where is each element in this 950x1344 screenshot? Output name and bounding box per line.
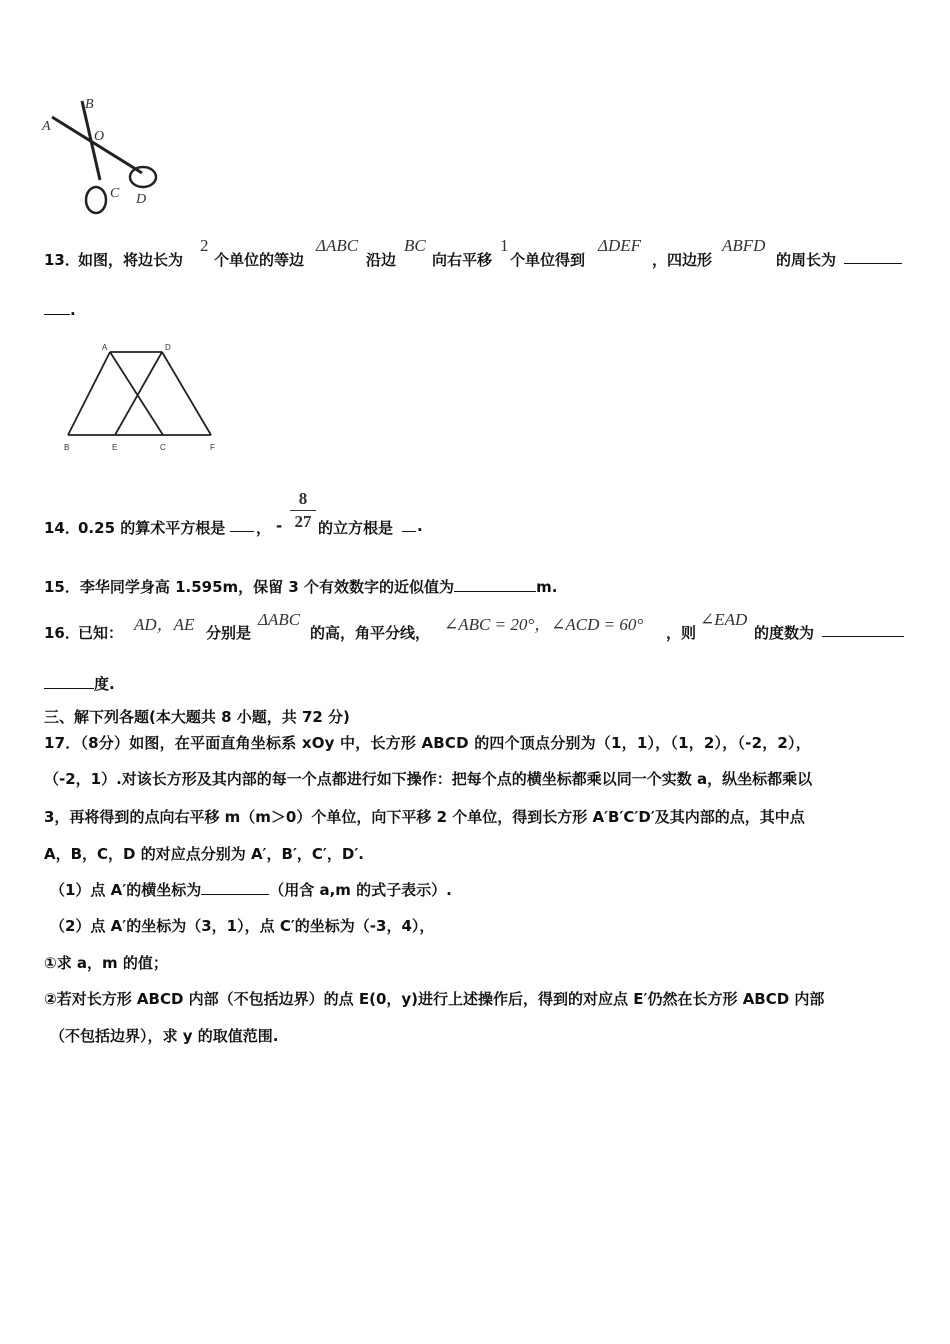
q13-end: . — [70, 301, 76, 319]
q16-text-2: 分别是 — [206, 624, 252, 642]
q14-end: . — [417, 517, 423, 535]
scissors-label-c: C — [110, 186, 120, 201]
q14-text-2: ， — [256, 519, 272, 537]
trapezoid-label-d: D — [165, 343, 171, 352]
q13-math-bc: BC — [404, 236, 426, 255]
q17-sub-1-text-b: （用含 a,m 的式子表示）. — [269, 881, 452, 899]
trapezoid-label-a: A — [102, 343, 108, 352]
scissors-label-a: A — [42, 119, 51, 134]
q14-text-3: 的立方根是 — [318, 519, 394, 537]
q16-answer-blank-2 — [44, 674, 94, 689]
q15-text-1: 李华同学身高 1.595m，保留 3 个有效数字的近似值为 — [79, 578, 455, 596]
scissors-label-d: D — [136, 192, 147, 207]
q14-fraction-numerator: 8 — [290, 488, 316, 511]
segment-df — [162, 352, 211, 435]
q14-number: 14． — [44, 519, 80, 537]
q13-math-abc: ΔABC — [316, 236, 359, 255]
q14-fraction — [290, 488, 316, 533]
scissors-label-o: O — [94, 129, 105, 144]
q17-line-2: （-2，1）.对该长方形及其内部的每一个点都进行如下操作：把每个点的横坐标都乘以同一个实数 a，纵坐标都乘以 — [44, 770, 813, 788]
q14-answer-blank-2 — [402, 517, 416, 532]
q15-number: 15． — [44, 578, 80, 596]
q17-sub-1-answer-blank — [201, 880, 269, 895]
scissors-label-b: B — [85, 97, 94, 112]
q13-text-5: 个单位得到 — [510, 251, 586, 269]
q16-text-5: 的度数为 — [754, 624, 815, 642]
q16-continued-line — [44, 673, 115, 694]
q16-text-1: 已知： — [78, 624, 124, 642]
q17-sub-1-text-a: （1）点 A′的横坐标为 — [50, 881, 202, 899]
scissors-handle-left — [86, 187, 106, 213]
q16-math-ead: ∠EAD — [700, 610, 748, 629]
q16-text-3: 的高，角平分线， — [310, 624, 431, 642]
q13-text-7: 的周长为 — [776, 251, 837, 269]
q16-end: 度. — [94, 675, 115, 693]
question-15-line — [44, 576, 557, 597]
q14-text-1: 0.25 的算术平方根是 — [78, 519, 226, 537]
q16-text-4: ，则 — [666, 624, 697, 642]
q17-line-3: 3，再将得到的点向右平移 m（m＞0）个单位，向下平移 2 个单位，得到长方形 A′B′C′D′及其内部的点，其中点 — [44, 808, 805, 826]
trapezoid-figure — [58, 340, 223, 455]
q13-number: 13． — [44, 251, 80, 269]
q17-sub-2-3: （不包括边界），求 y 的取值范围. — [50, 1027, 279, 1045]
q16-math-ad-ae: AD，AE — [134, 615, 195, 634]
trapezoid-label-c: C — [160, 443, 166, 452]
q13-math-shift: 1 — [500, 236, 509, 255]
q17-sub-1 — [50, 879, 452, 900]
q17-sub-2-1: ①求 a，m 的值； — [44, 954, 168, 972]
q17-line-4: A，B，C，D 的对应点分别为 A′，B′，C′，D′. — [44, 845, 364, 863]
q14-negative-sign: - — [276, 517, 283, 535]
q17-sub-2-2: ②若对长方形 ABCD 内部（不包括边界）的点 E(0，y)进行上述操作后，得到的对应点 E′仍然在长方形 ABCD 内部 — [44, 990, 825, 1008]
q13-answer-blank-1 — [844, 249, 902, 264]
scissors-handle-right — [130, 167, 156, 187]
q13-text-4: 向右平移 — [432, 251, 493, 269]
q14-fraction-denominator: 27 — [294, 512, 312, 531]
q13-math-side: 2 — [200, 236, 209, 255]
scissors-figure — [40, 95, 170, 220]
q13-text-6: ，四边形 — [652, 251, 713, 269]
trapezoid-label-b: B — [64, 443, 70, 452]
q17-sub-2: （2）点 A′的坐标为（3，1），点 C′的坐标为（-3，4）， — [50, 917, 435, 935]
q13-text-2: 个单位的等边 — [214, 251, 305, 269]
q15-text-2: m. — [536, 578, 558, 596]
q13-text-1: 如图，将边长为 — [78, 251, 184, 269]
q16-answer-blank-1 — [822, 622, 904, 637]
q16-number: 16． — [44, 624, 80, 642]
trapezoid-label-f: F — [210, 443, 215, 452]
section-3-title: 三、解下列各题(本大题共 8 小题，共 72 分) — [44, 708, 350, 726]
segment-ab — [68, 352, 110, 435]
q16-math-angles: ∠ABC = 20°，∠ACD = 60° — [444, 615, 644, 634]
trapezoid-label-e: E — [112, 443, 118, 452]
q14-answer-blank-1 — [230, 517, 254, 532]
q13-math-def: ΔDEF — [598, 236, 642, 255]
q13-answer-blank-2 — [44, 300, 70, 315]
q13-continued-line — [44, 300, 76, 319]
q16-math-abc: ΔABC — [258, 610, 301, 629]
q13-text-3: 沿边 — [366, 251, 397, 269]
q15-answer-blank — [454, 577, 536, 592]
q13-math-abfd: ABFD — [722, 236, 766, 255]
q17-line-1: 17．（8分）如图，在平面直角坐标系 xOy 中，长方形 ABCD 的四个顶点分别为（1，1），（1，2），（-2，2）， — [44, 734, 811, 752]
